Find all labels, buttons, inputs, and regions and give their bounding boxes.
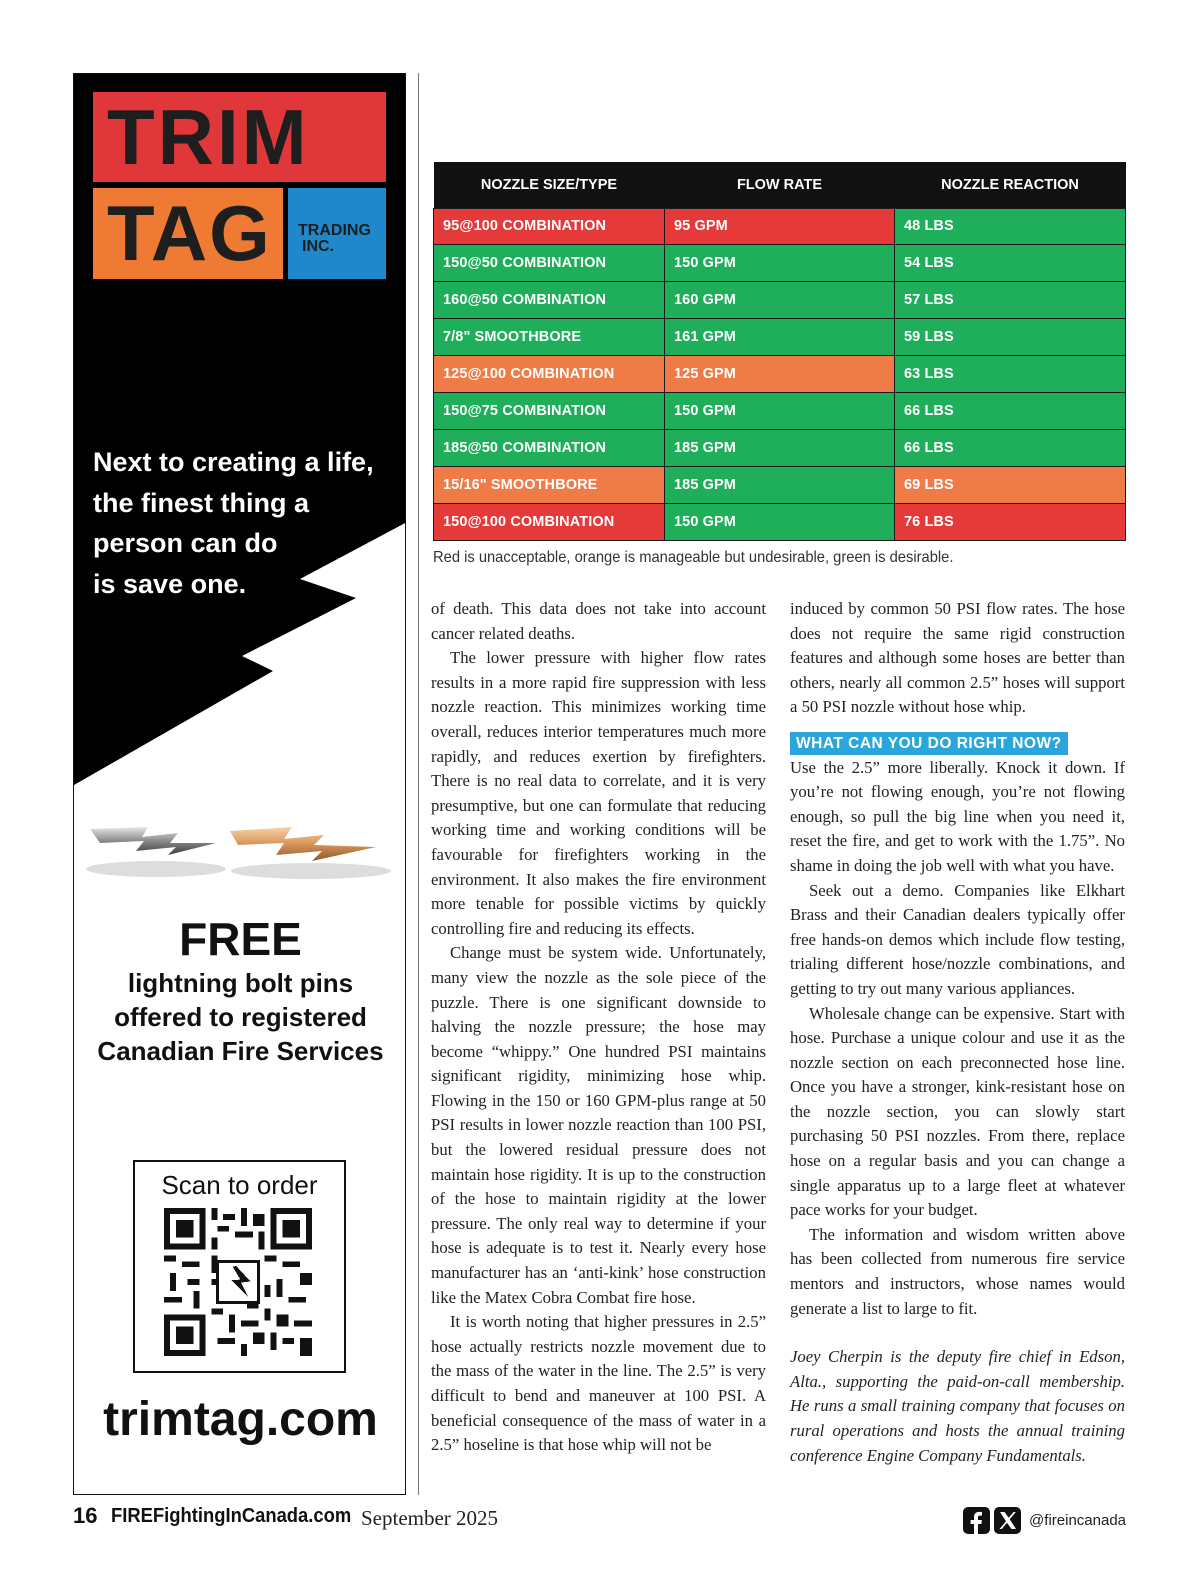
cell-flow: 160 GPM [665, 282, 895, 319]
x-icon[interactable] [994, 1507, 1021, 1534]
ad-quote [93, 442, 403, 604]
cell-reaction: 54 LBS [895, 245, 1126, 282]
header-nozzle-reaction: NOZZLE REACTION [895, 162, 1126, 208]
header-nozzle-size-type: NOZZLE SIZE/TYPE [434, 162, 665, 208]
page-footer [73, 1503, 1126, 1535]
cell-reaction: 57 LBS [895, 282, 1126, 319]
social-links [963, 1505, 1126, 1535]
qr-code-icon[interactable] [163, 1208, 313, 1356]
social-handle[interactable]: @fireincanada [1029, 1511, 1126, 1529]
column-divider [418, 73, 419, 1495]
cell-nozzle: 150@50 COMBINATION [434, 245, 665, 282]
article-paragraph: The lower pressure with higher flow rates results in a more rapid fire suppression with less nozzle reaction. This minimizes working time overall, reduces interior temperatures much more rapidly, and reduces exertion by firefighters. There is no real data to correlate, and it is very presumptive, but one can formulate that reducing working time and working conditions will be favourable for firefighters working in the environment. It also makes the fire environment more tenable for possible victims by quickly controlling fire and reducing its effects. [431, 648, 766, 938]
logo-trading-text: TRADING [298, 222, 371, 239]
table-row [434, 429, 1126, 466]
ad-quote-line: the finest thing a [93, 487, 309, 518]
table-row [434, 392, 1126, 429]
trimtag-logo [93, 92, 386, 279]
ad-black-panel [74, 74, 406, 804]
silver-bolt-icon [90, 827, 216, 855]
qr-order-box[interactable] [133, 1160, 346, 1373]
ad-offer-line: Canadian Fire Services [97, 1036, 384, 1066]
cell-nozzle: 15/16" SMOOTHBORE [434, 466, 665, 503]
cell-reaction: 66 LBS [895, 429, 1126, 466]
ad-quote-line: Next to creating a life, [93, 447, 374, 477]
article-column-right [790, 597, 1125, 1468]
nozzle-reaction-table [433, 162, 1126, 541]
table-row [434, 466, 1126, 503]
logo-trim-block: TRIM [93, 92, 386, 182]
page-number: 16 [73, 1503, 98, 1528]
table-row [434, 356, 1126, 393]
table-header-row [434, 162, 1126, 208]
logo-trading-block [288, 188, 386, 279]
lightning-bolt-pins-image [86, 809, 396, 899]
logo-tag-block: TAG [93, 188, 283, 279]
table-row [434, 503, 1126, 540]
article-paragraph: The information and wisdom written above has been collected from numerous fire service mentors and instructors, whose names would generate a list to large to fit. [790, 1224, 1125, 1318]
article-paragraph: of death. This data does not take into account cancer related deaths. [431, 599, 766, 643]
cell-reaction: 63 LBS [895, 356, 1126, 393]
cell-nozzle: 150@75 COMBINATION [434, 392, 665, 429]
cell-flow: 95 GPM [665, 208, 895, 245]
cell-flow: 185 GPM [665, 429, 895, 466]
cell-reaction: 48 LBS [895, 208, 1126, 245]
article-paragraph: Use the 2.5” more liberally. Knock it down. If you’re not flowing enough, you’re not flowing enough, so pull the big line when you need it, reset the fire, and get to work with the 1.75”. No shame in doing the job well with what you have. [790, 757, 1125, 875]
cell-flow: 185 GPM [665, 466, 895, 503]
cell-flow: 125 GPM [665, 356, 895, 393]
table-row [434, 208, 1126, 245]
article-paragraph: It is worth noting that higher pressures in 2.5” hose actually restricts nozzle movement due to the mass of the water in the line. The 2.5” is very difficult to bend and maneuver at 100 PSI. A beneficial consequence of the mass of water in a 2.5” hoseline is that hose whip will not be [431, 1312, 766, 1455]
ad-offer-line: offered to registered [114, 1002, 367, 1032]
cell-reaction: 59 LBS [895, 319, 1126, 356]
ad-quote-line: person can do [93, 528, 278, 558]
site-name-link[interactable]: FIREFightingInCanada.com [111, 1505, 352, 1527]
cell-nozzle: 125@100 COMBINATION [434, 356, 665, 393]
trimtag-advertisement [73, 73, 406, 1495]
ad-free-heading: FREE [179, 913, 302, 965]
table-caption: Red is unacceptable, orange is manageable but undesirable, green is desirable. [433, 549, 954, 566]
cell-flow: 150 GPM [665, 245, 895, 282]
cell-nozzle: 150@100 COMBINATION [434, 503, 665, 540]
cell-flow: 150 GPM [665, 503, 895, 540]
facebook-icon[interactable] [963, 1507, 990, 1534]
ad-quote-line: is save one. [93, 568, 247, 599]
section-heading: WHAT CAN YOU DO RIGHT NOW? [790, 732, 1068, 755]
article-paragraph: Seek out a demo. Companies like Elkhart Brass and their Canadian dealers typically offer free hands-on demos which include flow testing, trialing different hose/nozzle combinations, and getting to try out many various appliances. [790, 880, 1125, 998]
cell-flow: 161 GPM [665, 319, 895, 356]
logo-inc-text: INC. [302, 238, 334, 255]
ad-offer-line: lightning bolt pins [127, 968, 354, 998]
cell-reaction: 69 LBS [895, 466, 1126, 503]
qr-label: Scan to order [161, 1170, 318, 1200]
cell-nozzle: 7/8" SMOOTHBORE [434, 319, 665, 356]
table-row [434, 319, 1126, 356]
table-row [434, 245, 1126, 282]
cell-reaction: 66 LBS [895, 392, 1126, 429]
author-bio: Joey Cherpin is the deputy fire chief in Edson, Alta., supporting the paid-on-call membership. He runs a small training company that focuses on rural operations and hosts the annual training conference Engine Company Fundamentals. [790, 1347, 1125, 1465]
article-column-left [431, 597, 766, 1458]
cell-flow: 150 GPM [665, 392, 895, 429]
cell-nozzle: 160@50 COMBINATION [434, 282, 665, 319]
header-flow-rate: FLOW RATE [665, 162, 895, 208]
issue-date: September 2025 [361, 1506, 499, 1530]
ad-offer-text [74, 966, 406, 1068]
table-row [434, 282, 1126, 319]
cell-reaction: 76 LBS [895, 503, 1126, 540]
article-paragraph: Change must be system wide. Unfortunately, many view the nozzle as the sole piece of the puzzle. There is one significant downside to halving the nozzle pressure; the hose may become “whippy.” One hundred PSI maintains significant rigidity, minimizing hose whip. Flowing in the 150 or 160 GPM-plus range at 50 PSI results in lower nozzle reaction than 100 PSI, but the lowered residual pressure does not maintain hose rigidity. It is up to the construction of the hose to maintain rigidity at the lower pressure. The only real way to determine if your hose is adequate is to test it. Nearly every hose manufacturer has an ‘anti-kink’ hose construction like the Matex Cobra Combat fire hose. [431, 943, 766, 1307]
cell-nozzle: 95@100 COMBINATION [434, 208, 665, 245]
article-paragraph: induced by common 50 PSI flow rates. The hose does not require the same rigid construction features and although some hoses are better than others, nearly all common 2.5” hoses will support a 50 PSI nozzle without hose whip. [790, 599, 1125, 717]
gold-bolt-icon [230, 827, 376, 861]
article-paragraph: Wholesale change can be expensive. Start with hose. Purchase a unique colour and use it as the nozzle section on each preconnected hose line. Once you have a stronger, kink-resistant hose on the nozzle section, you can slowly start purchasing 50 PSI nozzles. From there, replace hose on a regular basis and you can change a single apparatus up to a large fleet at whatever pace works for your budget. [790, 1003, 1125, 1220]
cell-nozzle: 185@50 COMBINATION [434, 429, 665, 466]
ad-url-link[interactable]: trimtag.com [103, 1393, 378, 1446]
